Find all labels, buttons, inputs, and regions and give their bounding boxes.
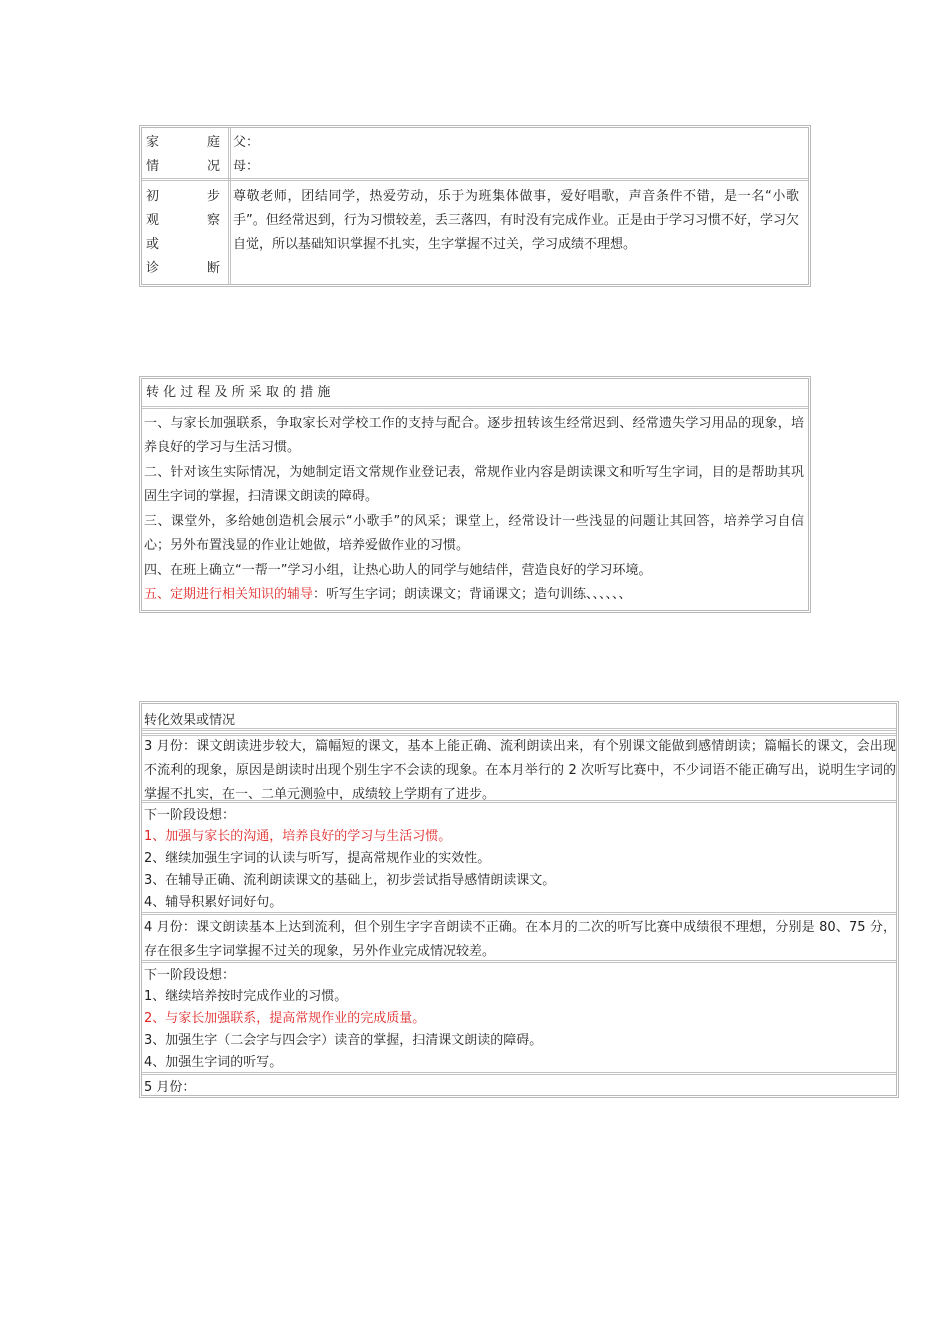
measure-item-5-highlight: 定期进行相关知识的辅导 xyxy=(170,587,314,602)
observation-text: 尊敬老师，团结同学，热爱劳动，乐于为班集体做事，爱好唱歌，声音条件不错，是一名“小歌手”。但经常迟到，行为习惯较差，丢三落四，有时没有完成作业。正是由于学习习惯不好，学习欠自觉，所以基础知识掌握不扎实，生字掌握不过关，学习成绩不理想。 xyxy=(233,189,799,252)
plan2-item-2 xyxy=(144,1007,425,1031)
effects-table xyxy=(139,701,899,1098)
measure-item-5 xyxy=(144,583,632,607)
april-report: 4 月份：课文朗读基本上达到流利，但个别生字字音朗读不正确。在本月的二次的听写比赛中成绩很不理想，分别是 80、75 分，存在很多生字词掌握不过关的现象，另外作业完成情况较差。 xyxy=(144,920,896,959)
row-divider xyxy=(142,728,896,731)
obs-label-line2: 观 察 xyxy=(146,213,220,228)
obs-label-line1: 初 步 xyxy=(146,189,220,204)
plan1-item-1 xyxy=(144,825,451,849)
effects-heading: 转化效果或情况 xyxy=(144,713,236,728)
march-report: 3 月份：课文朗读进步较大，篇幅短的课文，基本上能正确、流利朗读出来，有个别课文能做到感情朗读；篇幅长的课文，会出现不流利的现象，原因是朗读时出现个别生字不会读的现象。在本月举行的 2 次听写比赛中，不少词语不能正确写出，说明生字词的掌握不扎实，在一、二单元测验中，成绩较上学期有了进步。 xyxy=(144,739,896,802)
measures-heading: 转 化 过 程 及 所 采 取 的 措 施 xyxy=(146,385,331,400)
measure-item-5-rest: ：听写生字词；朗读课文；背诵课文；造句训练、、、、、、 xyxy=(313,587,632,602)
plan2-item-2-number: 2、 xyxy=(144,1011,166,1026)
measure-item-2: 二、针对该生实际情况，为她制定语文常规作业登记表，常规作业内容是朗读课文和听写生字词，目的是帮助其巩固生字词的掌握，扫清课文朗读的障碍。 xyxy=(144,465,804,504)
plan2-item-2-text: 与家长加强联系，提高常规作业的完成质量。 xyxy=(165,1011,426,1026)
measure-item-4: 四、在班上确立“一帮一”学习小组，让热心助人的同学与她结伴，营造良好的学习环境。 xyxy=(144,563,652,578)
column-divider xyxy=(228,128,231,284)
plan2-title: 下一阶段设想： xyxy=(144,968,236,983)
family-label-line1: 家 庭 xyxy=(146,135,220,150)
obs-label-line4: 诊 断 xyxy=(146,261,220,276)
father-field: 父： xyxy=(233,135,260,150)
plan2-item-4: 4、加强生字词的听写。 xyxy=(144,1055,283,1070)
may-report: 5 月份： xyxy=(144,1080,196,1095)
plan2-item-3: 3、加强生字（二会字与四会字）读音的掌握，扫清课文朗读的障碍。 xyxy=(144,1033,543,1048)
family-label xyxy=(146,131,220,179)
plan1-item-4: 4、辅导积累好词好句。 xyxy=(144,895,283,910)
plan1-item-1-number: 1、 xyxy=(144,829,166,844)
measure-item-3: 三、课堂外，多给她创造机会展示“小歌手”的风采；课堂上，经常设计一些浅显的问题让其回答，培养学习自信心；另外布置浅显的作业让她做，培养爱做作业的习惯。 xyxy=(144,514,804,553)
family-label-line2: 情 况 xyxy=(146,159,220,174)
obs-label-line3: 或 xyxy=(146,237,160,252)
student-info-table xyxy=(139,125,811,287)
measures-table xyxy=(139,376,811,613)
plan2-item-1: 1、继续培养按时完成作业的习惯。 xyxy=(144,989,348,1004)
row-divider xyxy=(142,960,896,963)
observation-label xyxy=(146,185,220,281)
plan1-item-1-text: 加强与家长的沟通，培养良好的学习与生活习惯。 xyxy=(165,829,452,844)
row-divider xyxy=(142,1072,896,1075)
plan1-item-3: 3、在辅导正确、流利朗读课文的基础上，初步尝试指导感情朗读课文。 xyxy=(144,873,556,888)
row-divider xyxy=(142,912,896,915)
row-divider xyxy=(142,800,896,803)
plan1-title: 下一阶段设想： xyxy=(144,808,236,823)
plan1-item-2: 2、继续加强生字词的认读与听写，提高常规作业的实效性。 xyxy=(144,851,491,866)
measure-item-5-prefix: 五、 xyxy=(144,587,171,602)
row-divider xyxy=(142,406,808,409)
measure-item-1: 一、与家长加强联系，争取家长对学校工作的支持与配合。逐步扭转该生经常迟到、经常遗失学习用品的现象，培养良好的学习与生活习惯。 xyxy=(144,416,804,455)
mother-field: 母： xyxy=(233,159,260,174)
